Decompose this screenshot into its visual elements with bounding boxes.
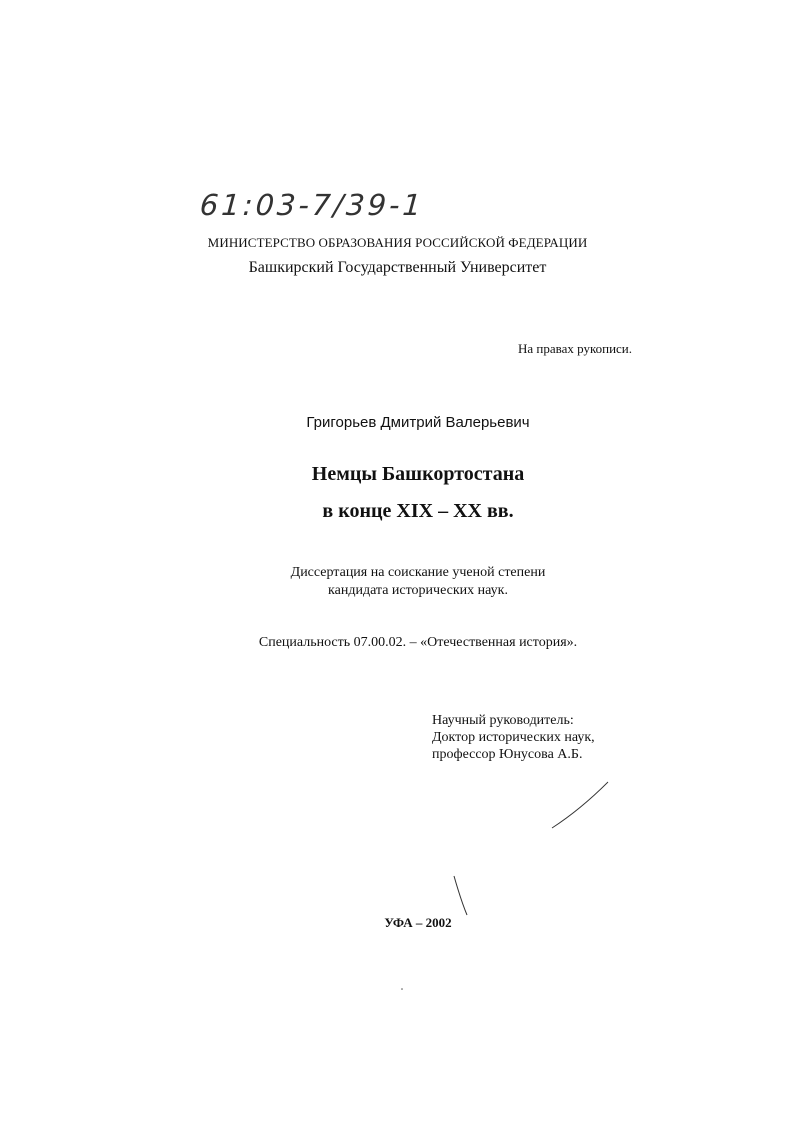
- ink-dot: [401, 988, 403, 990]
- author-name: Григорьев Дмитрий Валерьевич: [306, 414, 530, 431]
- dissertation-title-line-1: Немцы Башкортостана: [311, 463, 525, 485]
- advisor-name: профессор Юнусова А.Б.: [432, 747, 583, 762]
- handwritten-archive-number: 61:03-7/39-1: [198, 188, 426, 222]
- city-year: УФА – 2002: [384, 915, 452, 930]
- ministry-heading: МИНИСТЕРСТВО ОБРАЗОВАНИЯ РОССИЙСКОЙ ФЕДЕРАЦИИ: [207, 235, 588, 250]
- specialty-line: Специальность 07.00.02. – «Отечественная история».: [258, 635, 578, 650]
- advisor-label: Научный руководитель:: [432, 713, 574, 728]
- degree-statement-line-1: Диссертация на соискание ученой степени: [290, 565, 546, 580]
- diagonal-pen-stroke: [552, 782, 608, 828]
- dissertation-title-line-2: в конце XIX – XX вв.: [322, 500, 514, 522]
- university-name: Башкирский Государственный Университет: [248, 259, 547, 276]
- short-pen-stroke: [454, 876, 467, 915]
- manuscript-rights-note: На правах рукописи.: [518, 341, 632, 356]
- advisor-degree: Доктор исторических наук,: [432, 730, 595, 745]
- degree-statement-line-2: кандидата исторических наук.: [328, 583, 508, 598]
